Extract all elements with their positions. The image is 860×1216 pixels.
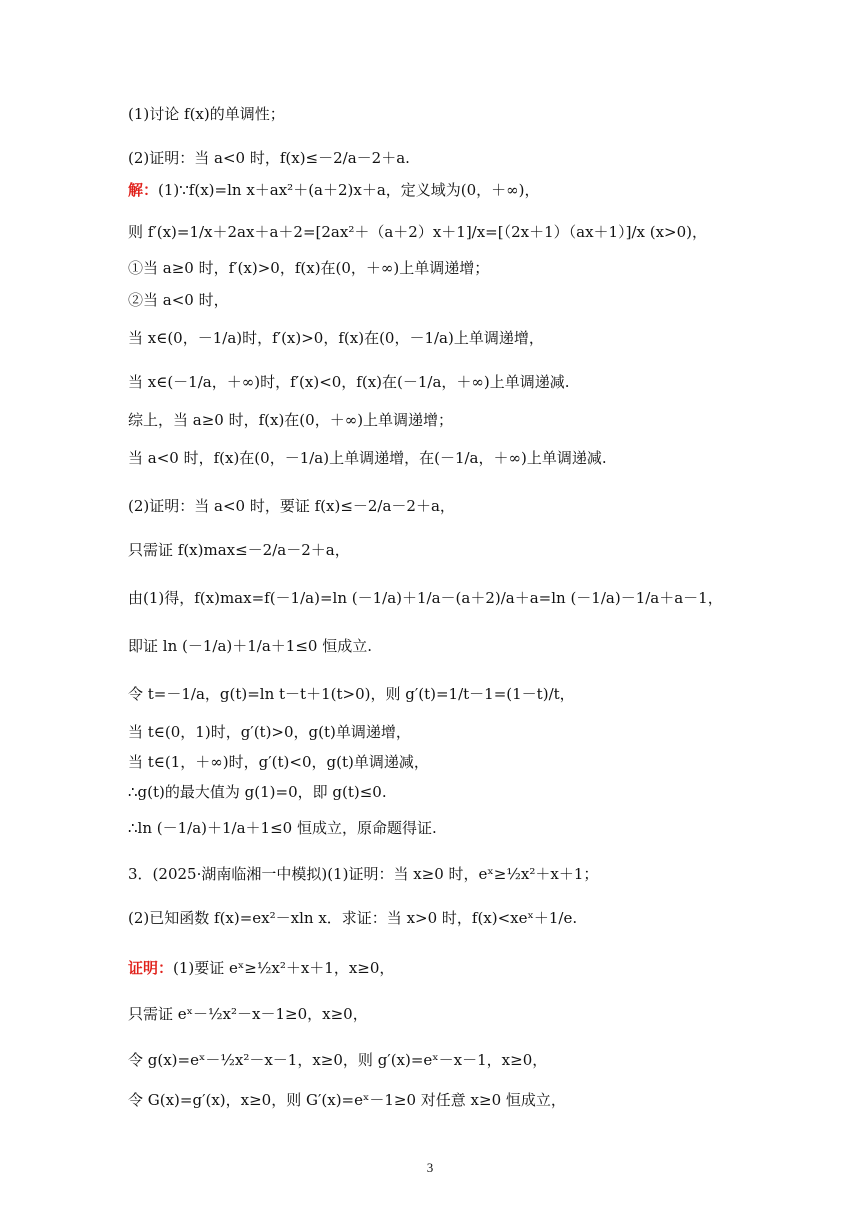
- text-line: [128, 496, 455, 516]
- line-text: 当 a<0 时，f(x)在(0，－1/a)上单调递增，在(－1/a，＋∞)上单调递减.: [128, 449, 607, 467]
- text-line: [128, 104, 285, 124]
- line-text: (1)∵f(x)=ln x＋ax²＋(a＋2)x＋a，定义域为(0，＋∞)，: [158, 181, 540, 199]
- text-line: [128, 180, 540, 200]
- line-text: 则 f′(x)=1/x＋2ax＋a＋2=[2ax²＋（a＋2）x＋1]/x=[（2x＋1）（ax＋1）]/x (x>0)，: [128, 223, 708, 241]
- text-line: [128, 1050, 547, 1070]
- line-text: 3．(2025·湖南临湘一中模拟)(1)证明：当 x≥0 时，eˣ≥½x²＋x＋1；: [128, 865, 599, 883]
- line-text: 令 g(x)=eˣ－½x²－x－1，x≥0，则 g′(x)=eˣ－x－1，x≥0，: [128, 1051, 548, 1069]
- line-text: 只需证 eˣ－½x²－x－1≥0，x≥0，: [128, 1005, 368, 1023]
- text-line: [128, 958, 394, 978]
- text-line: [128, 1004, 368, 1024]
- page-number: 3: [426, 1160, 434, 1175]
- solution-label: 证明：: [128, 959, 174, 977]
- text-line: [128, 908, 577, 928]
- line-text: 综上，当 a≥0 时，f(x)在(0，＋∞)上单调递增；: [128, 411, 454, 429]
- text-line: [128, 864, 598, 884]
- line-text: (2)证明：当 a<0 时，f(x)≤－2/a－2＋a.: [128, 149, 410, 167]
- text-line: [128, 328, 544, 348]
- text-line: [128, 148, 410, 168]
- solution-label: 解：: [128, 181, 159, 199]
- text-line: [128, 1090, 566, 1110]
- line-text: 当 t∈(1，＋∞)时，g′(t)<0，g(t)单调递减，: [128, 753, 429, 771]
- line-text: 即证 ln (－1/a)＋1/a＋1≤0 恒成立.: [128, 637, 372, 655]
- line-text: (2)已知函数 f(x)=ex²－xln x．求证：当 x>0 时，f(x)<xeˣ＋1/e.: [128, 909, 578, 927]
- text-line: [128, 782, 387, 802]
- line-text: 只需证 f(x)max≤－2/a－2＋a，: [128, 541, 350, 559]
- text-line: [128, 222, 707, 242]
- line-text: 令 G(x)=g′(x)，x≥0，则 G′(x)=eˣ－1≥0 对任意 x≥0 恒成立，: [128, 1091, 566, 1109]
- line-text: (2)证明：当 a<0 时，要证 f(x)≤－2/a－2＋a，: [128, 497, 455, 515]
- line-text: 当 x∈(0，－1/a)时，f′(x)>0，f(x)在(0，－1/a)上单调递增，: [128, 329, 544, 347]
- text-line: [128, 258, 489, 278]
- text-line: [128, 722, 411, 742]
- line-text: ∴g(t)的最大值为 g(1)=0，即 g(t)≤0.: [128, 783, 387, 801]
- line-text: 当 x∈(－1/a，＋∞)时，f′(x)<0，f(x)在(－1/a，＋∞)上单调递减.: [128, 373, 570, 391]
- line-text: 令 t=－1/a，g(t)=ln t－t＋1(t>0)，则 g′(t)=1/t－1=(1－t)/t，: [128, 685, 575, 703]
- line-text: 当 t∈(0，1)时，g′(t)>0，g(t)单调递增，: [128, 723, 411, 741]
- line-text: (1)要证 eˣ≥½x²＋x＋1，x≥0，: [173, 959, 395, 977]
- text-line: [128, 540, 350, 560]
- line-text: ②当 a<0 时，: [128, 291, 229, 309]
- line-text: ①当 a≥0 时，f′(x)>0，f(x)在(0，＋∞)上单调递增；: [128, 259, 490, 277]
- line-text: (1)讨论 f(x)的单调性；: [128, 105, 285, 123]
- text-line: [128, 818, 437, 838]
- text-line: [128, 448, 607, 468]
- text-line: [128, 684, 575, 704]
- text-line: [128, 752, 429, 772]
- text-line: [128, 290, 229, 310]
- text-line: [128, 410, 453, 430]
- text-line: [128, 588, 723, 608]
- text-line: [128, 372, 570, 392]
- line-text: ∴ln (－1/a)＋1/a＋1≤0 恒成立，原命题得证.: [128, 819, 437, 837]
- text-line: [128, 636, 372, 656]
- line-text: 由(1)得，f(x)max=f(－1/a)=ln (－1/a)＋1/a－(a＋2)/a＋a=ln (－1/a)－1/a＋a－1，: [128, 589, 723, 607]
